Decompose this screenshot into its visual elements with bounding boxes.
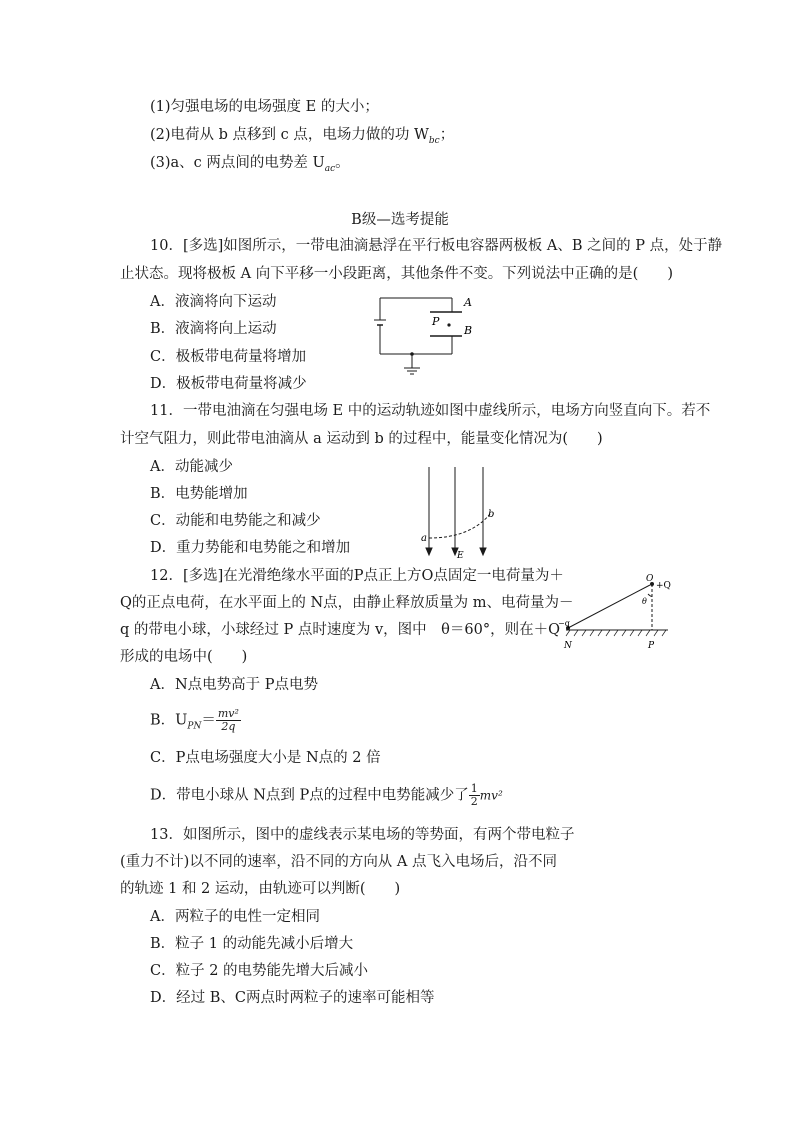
prev-question-3-subscript: ac <box>324 163 336 174</box>
point-n-label: N <box>564 641 572 651</box>
point-p-label: P <box>432 315 440 328</box>
q11-option-b: B．电势能增加 <box>150 486 248 502</box>
prev-question-3 <box>150 153 350 179</box>
q10-option-d: D．极板带电荷量将减少 <box>150 376 307 392</box>
prev-question-2-end: ； <box>439 127 455 143</box>
q12-option-b-subscript: PN <box>187 721 202 732</box>
q12-option-a: A．N点电势高于 P点电势 <box>150 677 319 693</box>
prev-question-2 <box>150 125 454 151</box>
q12-option-b-denominator: 2q <box>221 720 236 733</box>
q10-option-c: C．极板带电荷量将增加 <box>150 349 307 365</box>
q12-option-b-numerator: mv² <box>217 707 239 720</box>
point-a-label: a <box>421 533 427 544</box>
plate-b-label: B <box>464 324 473 337</box>
q13-stem-line3: 的轨迹 1 和 2 运动，由轨迹可以判断( ) <box>120 881 401 897</box>
q12-charge-figure <box>556 572 676 654</box>
q11-stem-line2: 计空气阻力，则此带电油滴从 a 运动到 b 的过程中，能量变化情况为( ) <box>120 431 603 447</box>
q12-option-d-numerator: 1 <box>470 782 478 795</box>
theta-label: θ <box>642 597 647 606</box>
field-e-label: E <box>457 551 464 561</box>
q12-stem-line2: Q的正点电荷，在水平面上的 N点，由静止释放质量为 m、电荷量为－ <box>120 595 574 611</box>
q13-option-d: D．经过 B、C两点时两粒子的速率可能相等 <box>150 990 435 1006</box>
q12-option-d-fraction <box>469 783 480 808</box>
q12-option-d-text: D．带电小球从 N点到 P点的过程中电势能减少了 <box>150 787 469 804</box>
q13-stem-line1: 13．如图所示，图中的虚线表示某电场的等势面，有两个带电粒子 <box>150 827 575 843</box>
q12-option-d-denominator: 2 <box>470 795 478 808</box>
q10-stem-line2: 止状态。现将极板 A 向下平移一小段距离，其他条件不变。下列说法中正确的是( ) <box>120 266 674 282</box>
plate-a-label: A <box>464 296 472 309</box>
prev-question-2-subscript: bc <box>428 135 440 146</box>
q12-option-b-fraction <box>216 708 241 733</box>
q10-option-b: B．液滴将向上运动 <box>150 321 277 337</box>
plus-q-label: +Q <box>656 581 671 591</box>
q12-option-d <box>150 783 503 808</box>
section-title: B级—选考提能 <box>351 212 449 228</box>
q11-option-c: C．动能和电势能之和减少 <box>150 513 321 529</box>
prev-question-1: (1)匀强电场的电场强度 E 的大小； <box>150 99 379 115</box>
q12-option-b-label: B．U <box>150 712 188 729</box>
point-p-label: P <box>648 641 655 651</box>
q13-option-c: C．粒子 2 的电势能先增大后减小 <box>150 963 369 979</box>
prev-question-3-end: 。 <box>335 155 350 171</box>
prev-question-2-text: (2)电荷从 b 点移到 c 点，电场力做的功 W <box>150 127 429 143</box>
q10-stem-line1: 10．[多选]如图所示，一带电油滴悬浮在平行板电容器两极板 A、B 之间的 P 点，处于静 <box>150 238 723 254</box>
point-b-label: b <box>488 509 495 520</box>
q12-stem-line1: 12．[多选]在光滑绝缘水平面的P点正上方O点固定一电荷量为＋ <box>150 568 564 584</box>
q12-stem-line4: 形成的电场中( ) <box>120 649 248 665</box>
q12-option-d-term: mv² <box>479 788 503 803</box>
q12-option-b-equals: ＝ <box>201 712 216 729</box>
q13-option-a: A．两粒子的电性一定相同 <box>150 909 320 925</box>
q11-option-d: D．重力势能和电势能之和增加 <box>150 540 351 556</box>
q12-stem-line3: q 的带电小球，小球经过 P 点时速度为 v，图中 θ＝60°，则在＋Q <box>120 622 560 638</box>
q13-stem-line2: (重力不计)以不同的速率，沿不同的方向从 A 点飞入电场后，沿不同 <box>120 854 558 870</box>
minus-q-label: −q <box>558 619 570 628</box>
q13-option-b: B．粒子 1 的动能先减小后增大 <box>150 936 354 952</box>
q12-option-b <box>150 708 241 736</box>
point-o-label: O <box>646 574 654 584</box>
q11-option-a: A．动能减少 <box>150 459 233 475</box>
prev-question-3-text: (3)a、c 两点间的电势差 U <box>150 155 325 171</box>
q12-option-c: C．P点电场强度大小是 N点的 2 倍 <box>150 750 381 766</box>
q10-option-a: A．液滴将向下运动 <box>150 294 277 310</box>
q10-capacitor-figure <box>370 290 480 385</box>
q11-field-figure <box>415 462 505 562</box>
q11-stem-line1: 11．一带电油滴在匀强电场 E 中的运动轨迹如图中虚线所示，电场方向竖直向下。若不 <box>150 403 711 419</box>
